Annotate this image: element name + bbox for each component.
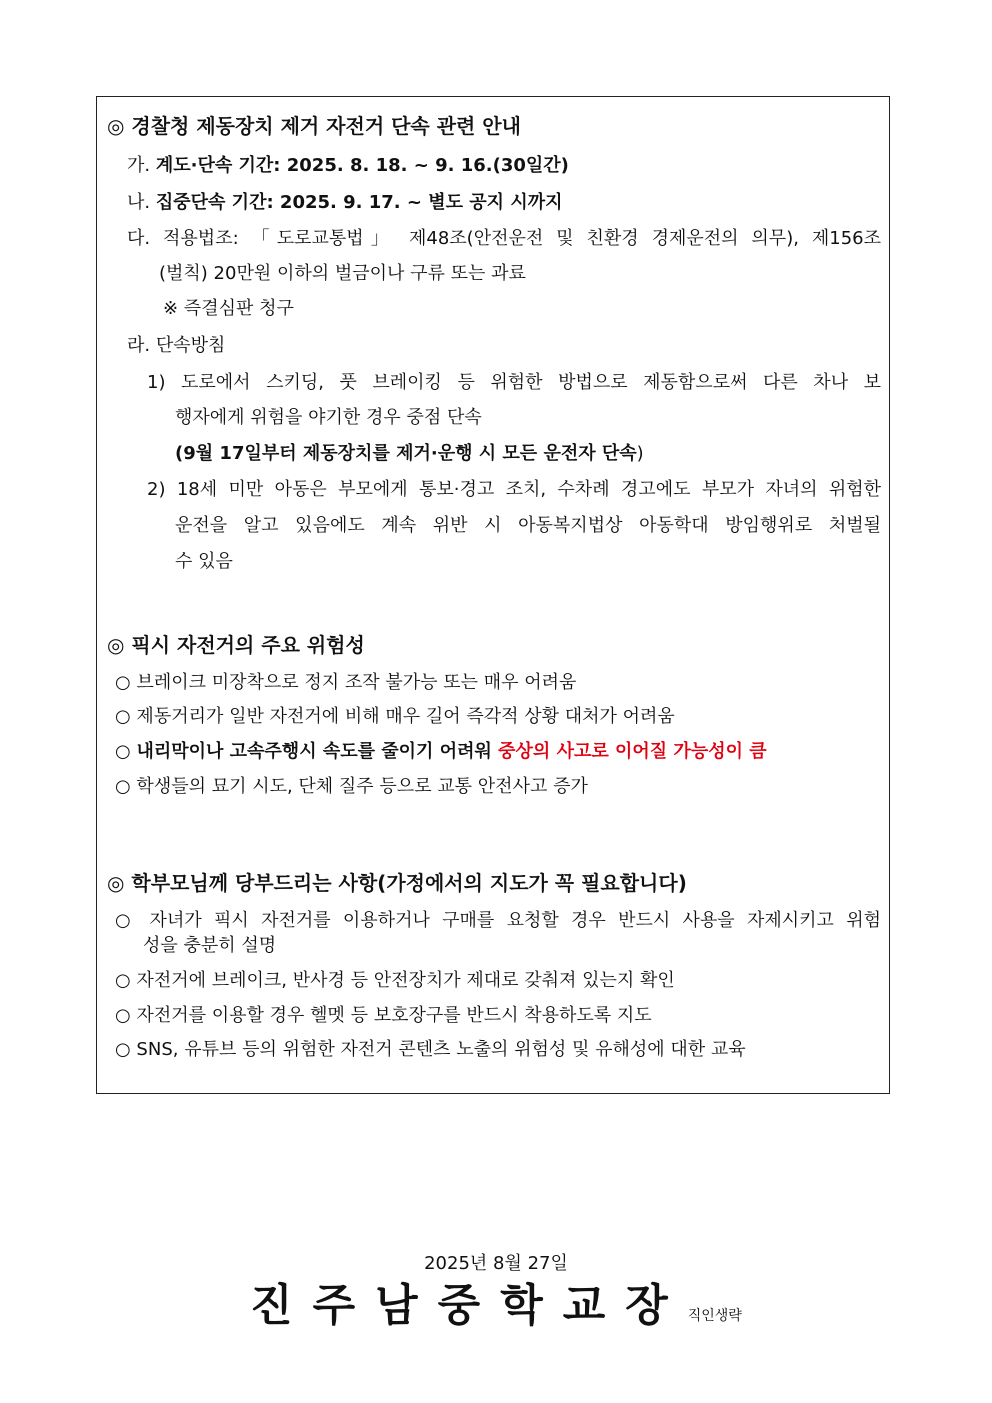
intensive-enforcement-period: 나. 집중단속 기간: 2025. 9. 17. ~ 별도 공지 시까지 bbox=[127, 192, 563, 213]
policy1-line1: 1) 도로에서 스키딩, 풋 브레이킹 등 위험한 방법으로 제동함으로써 다른 차나 보 bbox=[147, 372, 881, 393]
enforcement-guidance-period: 가. 계도·단속 기간: 2025. 8. 18. ~ 9. 16.(30일간) bbox=[127, 155, 569, 176]
enforcement-notice-box bbox=[96, 96, 890, 593]
section2-title: ◎ 픽시 자전거의 주요 위험성 bbox=[107, 633, 365, 657]
section1-title: ◎ 경찰청 제동장치 제거 자전거 단속 관련 안내 bbox=[107, 114, 521, 138]
enforcement-policy-heading: 라. 단속방침 bbox=[127, 335, 226, 356]
policy1-line2: 행자에게 위험을 야기한 경우 중점 단속 bbox=[175, 407, 482, 428]
applicable-law-line2: (벌칙) 20만원 이하의 벌금이나 구류 또는 과료 bbox=[159, 263, 526, 284]
policy2-line1: 2) 18세 미만 아동은 부모에게 통보·경고 조치, 수차례 경고에도 부모가 자녀의 위험한 bbox=[147, 479, 881, 500]
seal-omitted-note: 직인생략 bbox=[687, 1308, 742, 1324]
request-item-1-line1: ○ 자녀가 픽시 자전거를 이용하거나 구매를 요청할 경우 반드시 사용을 자제시키고 위험 bbox=[115, 910, 881, 931]
section3-title: ◎ 학부모님께 당부드리는 사항(가정에서의 지도가 꼭 필요합니다) bbox=[107, 871, 687, 895]
request-item-2: ○ 자전거에 브레이크, 반사경 등 안전장치가 제대로 갖춰져 있는지 확인 bbox=[115, 970, 675, 991]
risk-item-3: ○ 내리막이나 고속주행시 속도를 줄이기 어려워 중상의 사고로 이어질 가능성이 큼 bbox=[115, 741, 767, 762]
risk-item-4: ○ 학생들의 묘기 시도, 단체 질주 등으로 교통 안전사고 증가 bbox=[115, 776, 588, 797]
policy2-line3: 수 있음 bbox=[175, 551, 233, 572]
request-item-1-line2: 성을 충분히 설명 bbox=[143, 935, 277, 956]
policy1-emphasis: (9월 17일부터 제동장치를 제거·운행 시 모든 운전자 단속) bbox=[175, 443, 644, 464]
signature-block bbox=[0, 1278, 992, 1344]
parent-requests-box bbox=[96, 842, 890, 1094]
risk-item-2: ○ 제동거리가 일반 자전거에 비해 매우 길어 즉각적 상황 대처가 어려움 bbox=[115, 706, 675, 727]
request-item-3: ○ 자전거를 이용할 경우 헬멧 등 보호장구를 반드시 착용하도록 지도 bbox=[115, 1005, 652, 1026]
issue-date: 2025년 8월 27일 bbox=[424, 1253, 568, 1274]
policy2-line2: 운전을 알고 있음에도 계속 위반 시 아동복지법상 아동학대 방임행위로 처벌될 bbox=[175, 515, 881, 536]
summary-trial-note: ※ 즉결심판 청구 bbox=[163, 298, 294, 319]
principal-name: 진주남중학교장 bbox=[250, 1280, 688, 1331]
risk-item-1: ○ 브레이크 미장착으로 정지 조작 불가능 또는 매우 어려움 bbox=[115, 672, 577, 693]
applicable-law-line1: 다. 적용법조: 「도로교통법」 제48조(안전운전 및 친환경 경제운전의 의무), 제156조 bbox=[127, 228, 881, 249]
fixie-risks-box bbox=[96, 592, 890, 843]
request-item-4: ○ SNS, 유튜브 등의 위험한 자전거 콘텐츠 노출의 위험성 및 유해성에 대한 교육 bbox=[115, 1039, 746, 1060]
